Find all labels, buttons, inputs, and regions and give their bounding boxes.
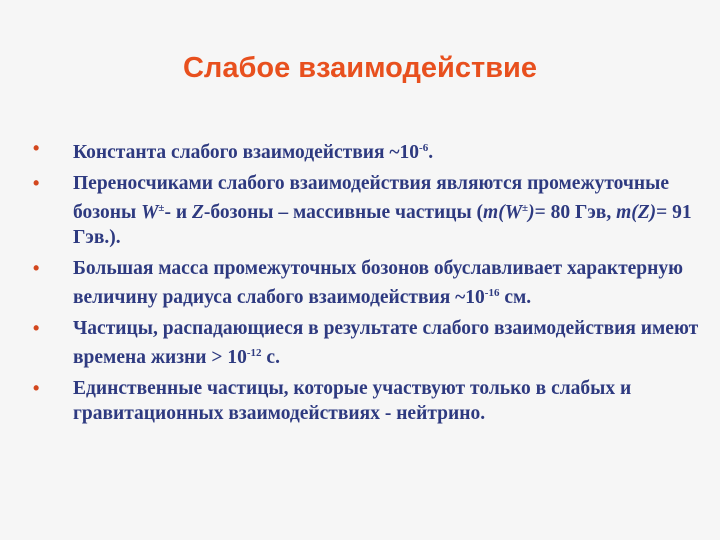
w-mass-charge: ± — [522, 202, 529, 214]
w-mass-close: ) — [528, 202, 535, 223]
bullet-text: Частицы, распадающиеся в результате слабого взаимодействия имеют времена жизни > 10 — [73, 318, 699, 368]
bullet-icon: • — [33, 378, 40, 398]
exponent: -6 — [419, 142, 429, 154]
bullet-lifetimes — [33, 316, 703, 370]
bullet-text: с. — [261, 347, 280, 368]
bullet-text: Константа слабого взаимодействия ~10 — [73, 142, 420, 163]
bullet-list — [33, 136, 703, 432]
slide-title: Слабое взаимодействие — [182, 52, 537, 84]
bullet-icon: • — [33, 258, 40, 278]
bullet-icon: • — [33, 138, 40, 158]
bullet-icon: • — [33, 318, 40, 338]
bullet-text: = 80 Гэв, — [534, 202, 617, 223]
bullet-text: - и — [164, 202, 192, 223]
bullet-text: Переносчиками слабого взаимодействия являются промежуточные бозоны — [73, 173, 670, 223]
bullet-neutrino — [33, 376, 703, 426]
bullet-text: Единственные частицы, которые участвуют только в слабых и гравитационных взаимодействиях - нейтрино. — [73, 378, 632, 424]
bullet-text: -бозоны – массивные частицы ( — [203, 202, 484, 223]
exponent: -12 — [246, 347, 262, 359]
exponent: -16 — [484, 287, 500, 299]
bullet-text: Большая масса промежуточных бозонов обуславливает характерную величину радиуса слабого взаимодействия ~10 — [73, 258, 684, 308]
bullet-icon: • — [33, 173, 40, 193]
z-boson-symbol: Z — [191, 202, 204, 223]
w-boson-charge: ± — [158, 202, 165, 214]
bullet-text: . — [428, 142, 434, 163]
bullet-carriers — [33, 171, 703, 250]
z-mass-symbol: m(Z) — [616, 202, 657, 223]
bullet-text: см. — [499, 287, 532, 308]
w-boson-symbol: W — [141, 202, 159, 223]
bullet-coupling-constant — [33, 136, 703, 165]
bullet-text: = 91 Гэв.). — [73, 202, 692, 248]
w-mass-symbol: m(W — [483, 202, 523, 223]
bullet-range — [33, 256, 703, 310]
